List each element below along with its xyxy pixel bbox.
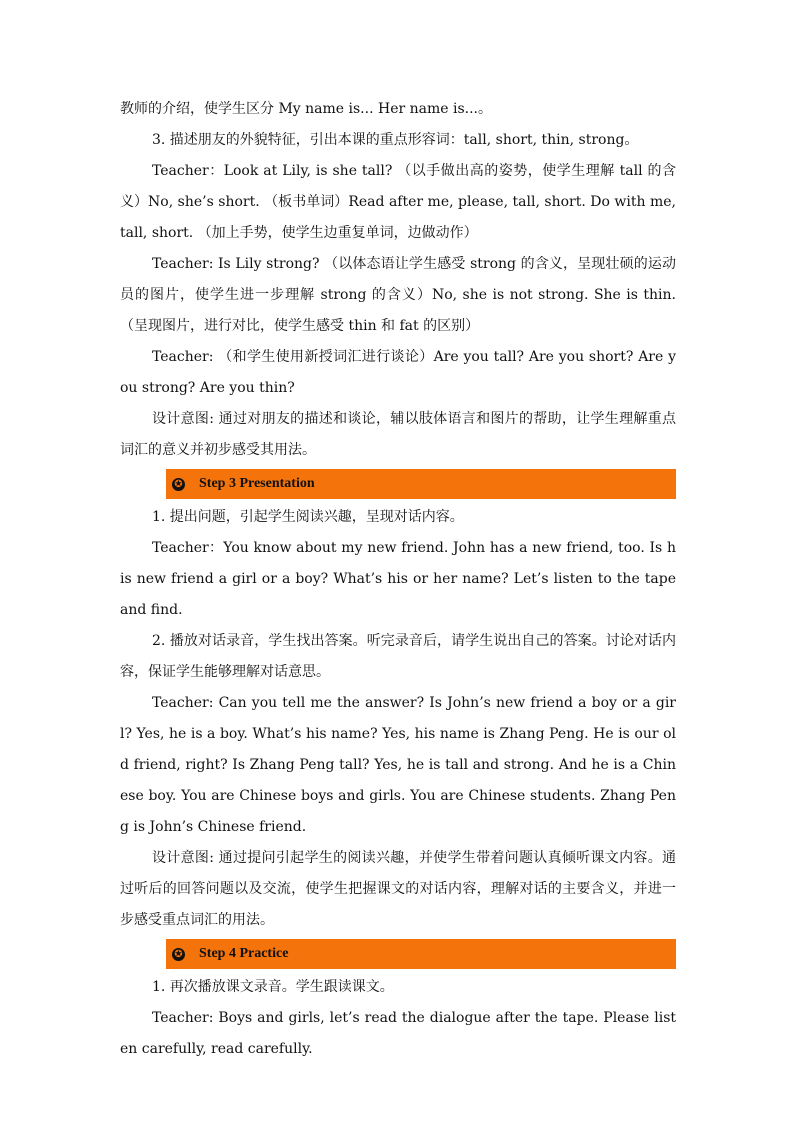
paragraph-intro-continued: 教师的介绍，使学生区分 My name is... Her name is...。 xyxy=(120,101,493,117)
paragraph-teacher-discussion: Teacher: （和学生使用新授词汇进行谈论）Are you tall? Are you short? Are you strong? Are you thin? xyxy=(120,349,676,396)
star-circle-icon: ✪ xyxy=(172,478,185,491)
paragraph-teacher-zhang-peng: Teacher: Can you tell me the answer? Is John’s new friend a boy or a girl? Yes, he is a boy. What’s his name? Yes, his name is Zhang Peng. He is our old friend, right? Is Zhang Peng tall? Yes, he is tall and strong. And he is a Chinese boy. You are Chinese boys and girls. You are Chinese students. Zhang Peng is John’s Chinese friend. xyxy=(120,695,676,835)
paragraph-step3-item-2: 2. 播放对话录音，学生找出答案。听完录音后，请学生说出自己的答案。讨论对话内容，保证学生能够理解对话意思。 xyxy=(120,633,676,680)
paragraph-describe-friends: 3. 描述朋友的外貌特征，引出本课的重点形容词：tall, short, thin, strong。 xyxy=(152,132,639,148)
paragraph-design-intent-1: 设计意图: 通过对朋友的描述和谈论，辅以肢体语言和图片的帮助，让学生理解重点词汇的意义并初步感受其用法。 xyxy=(120,411,676,458)
paragraph-teacher-lily-strong: Teacher: Is Lily strong? （以体态语让学生感受 strong 的含义，呈现壮硕的运动员的图片，使学生进一步理解 strong 的含义）No, she is not strong. She is thin. （呈现图片，进行对比，使学生感受 thin 和 fat 的区别） xyxy=(120,256,676,334)
step-3-heading xyxy=(166,469,676,499)
step-4-label: Step 4 Practice xyxy=(199,946,289,961)
paragraph-teacher-lily-tall: Teacher：Look at Lily, is she tall? （以手做出高的姿势，使学生理解 tall 的含义）No, she’s short. （板书单词）Read after me, please, tall, short. Do with me, tall, short. （加上手势，使学生边重复单词，边做动作） xyxy=(120,163,676,241)
paragraph-step3-item-1: 1. 提出问题，引起学生阅读兴趣，呈现对话内容。 xyxy=(152,509,464,525)
step-3-label: Step 3 Presentation xyxy=(199,476,315,491)
paragraph-teacher-new-friend: Teacher：You know about my new friend. John has a new friend, too. Is his new friend a girl or a boy? What’s his or her name? Let’s listen to the tape and find. xyxy=(120,540,676,618)
paragraph-teacher-read-dialogue: Teacher: Boys and girls, let’s read the dialogue after the tape. Please listen carefully, read carefully. xyxy=(120,1010,676,1057)
document-page xyxy=(120,94,676,1065)
paragraph-step4-item-1: 1. 再次播放课文录音。学生跟读课文。 xyxy=(152,979,394,995)
star-circle-icon: ✪ xyxy=(172,948,185,961)
paragraph-design-intent-2: 设计意图: 通过提问引起学生的阅读兴趣，并使学生带着问题认真倾听课文内容。通过听后的回答问题以及交流，使学生把握课文的对话内容，理解对话的主要含义，并进一步感受重点词汇的用法。 xyxy=(120,850,676,928)
step-4-heading xyxy=(166,939,676,969)
